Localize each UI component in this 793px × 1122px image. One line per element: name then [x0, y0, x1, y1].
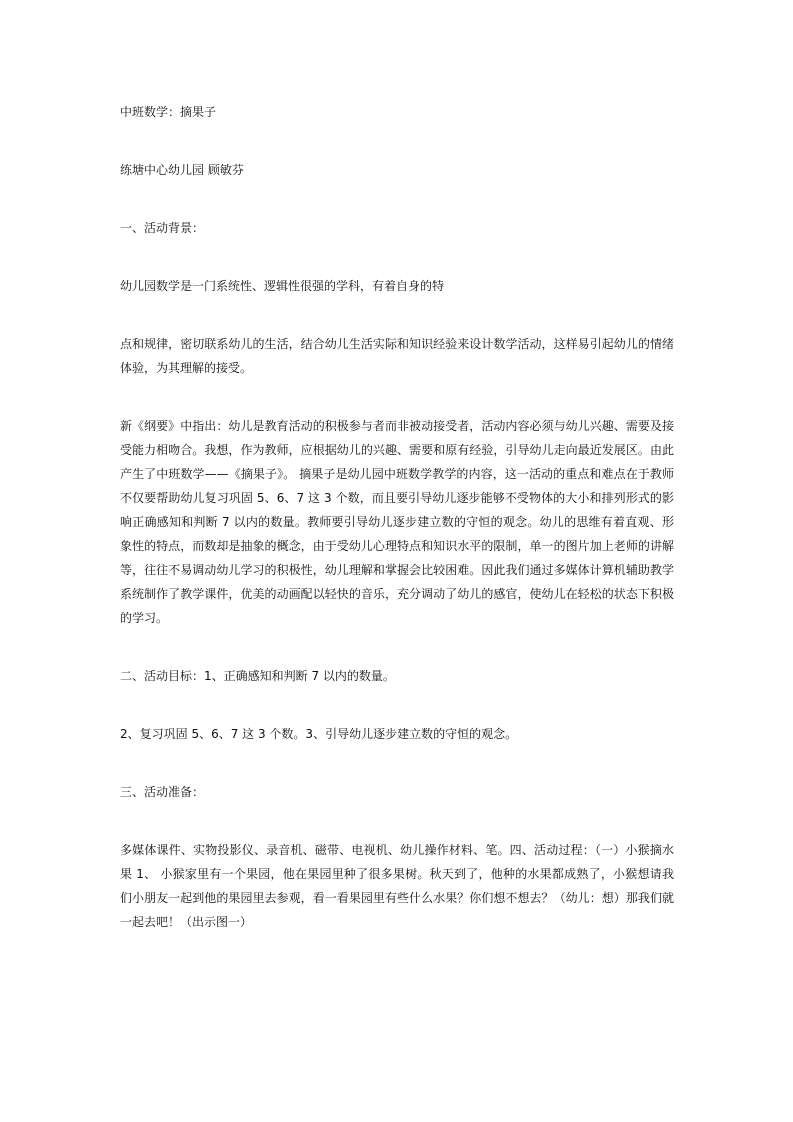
section-heading-background: 一、活动背景：: [120, 221, 205, 235]
paragraph: 新《纲要》中指出：幼儿是教育活动的积极参与者而非被动接受者，活动内容必须与幼儿兴趣、需要及接受能力相吻合。我想，作为教师，应根据幼儿的兴趣、需要和原有经验，引导幼儿走向最近发展区。由此产生了中班数学——《摘果子》。 摘果子是幼儿园中班数学教学的内容，这一活动的重点和难点在于教师不仅要帮助幼儿复习巩固 5、6、7 这 3 个数，而且要引导幼儿逐步能够不受物体的大小和排列形式的影响正确感知和判断 7 以内的数量。教师要引导幼儿逐步建立数的守恒的观念。幼儿的思维有着直观、形象性的特点，而数却是抽象的概念，由于受幼儿心理特点和知识水平的限制，单一的图片加上老师的讲解等，往往不易调动幼儿学习的积极性，幼儿理解和掌握会比较困难。因此我们通过多媒体计算机辅助教学系统制作了教学课件，优美的动画配以轻快的音乐，充分调动了幼儿的感官，使幼儿在轻松的状态下积极的学习。: [120, 419, 674, 625]
paragraph: 2、复习巩固 5、6、7 这 3 个数。3、引导幼儿逐步建立数的守恒的观念。: [120, 727, 518, 741]
section-heading-preparation: 三、活动准备：: [120, 785, 205, 799]
paragraph: 幼儿园数学是一门系统性、逻辑性很强的学科，有着自身的特: [120, 279, 445, 293]
document-title: 中班数学：摘果子: [120, 105, 217, 119]
paragraph: 多媒体课件、实物投影仪、录音机、磁带、电视机、幼儿操作材料、笔。四、活动过程：（一）小猴摘水果 1、 小猴家里有一个果园，他在果园里种了很多果树。秋天到了，他种的水果都成熟了，小猴想请我们小朋友一起到他的果园里去参观，看一看果园里有些什么水果？你们想不想去？（幼儿：想）那我们就一起去吧！（出示图一）: [120, 843, 674, 929]
section-objectives-line: 二、活动目标：1、正确感知和判断 7 以内的数量。: [120, 669, 395, 683]
document-body: [120, 100, 674, 934]
paragraph: 点和规律，密切联系幼儿的生活，结合幼儿生活实际和知识经验来设计数学活动，这样易引起幼儿的情绪体验，为其理解的接受。: [120, 337, 674, 375]
author-line: 练塘中心幼儿园 顾敏芬: [120, 163, 244, 177]
